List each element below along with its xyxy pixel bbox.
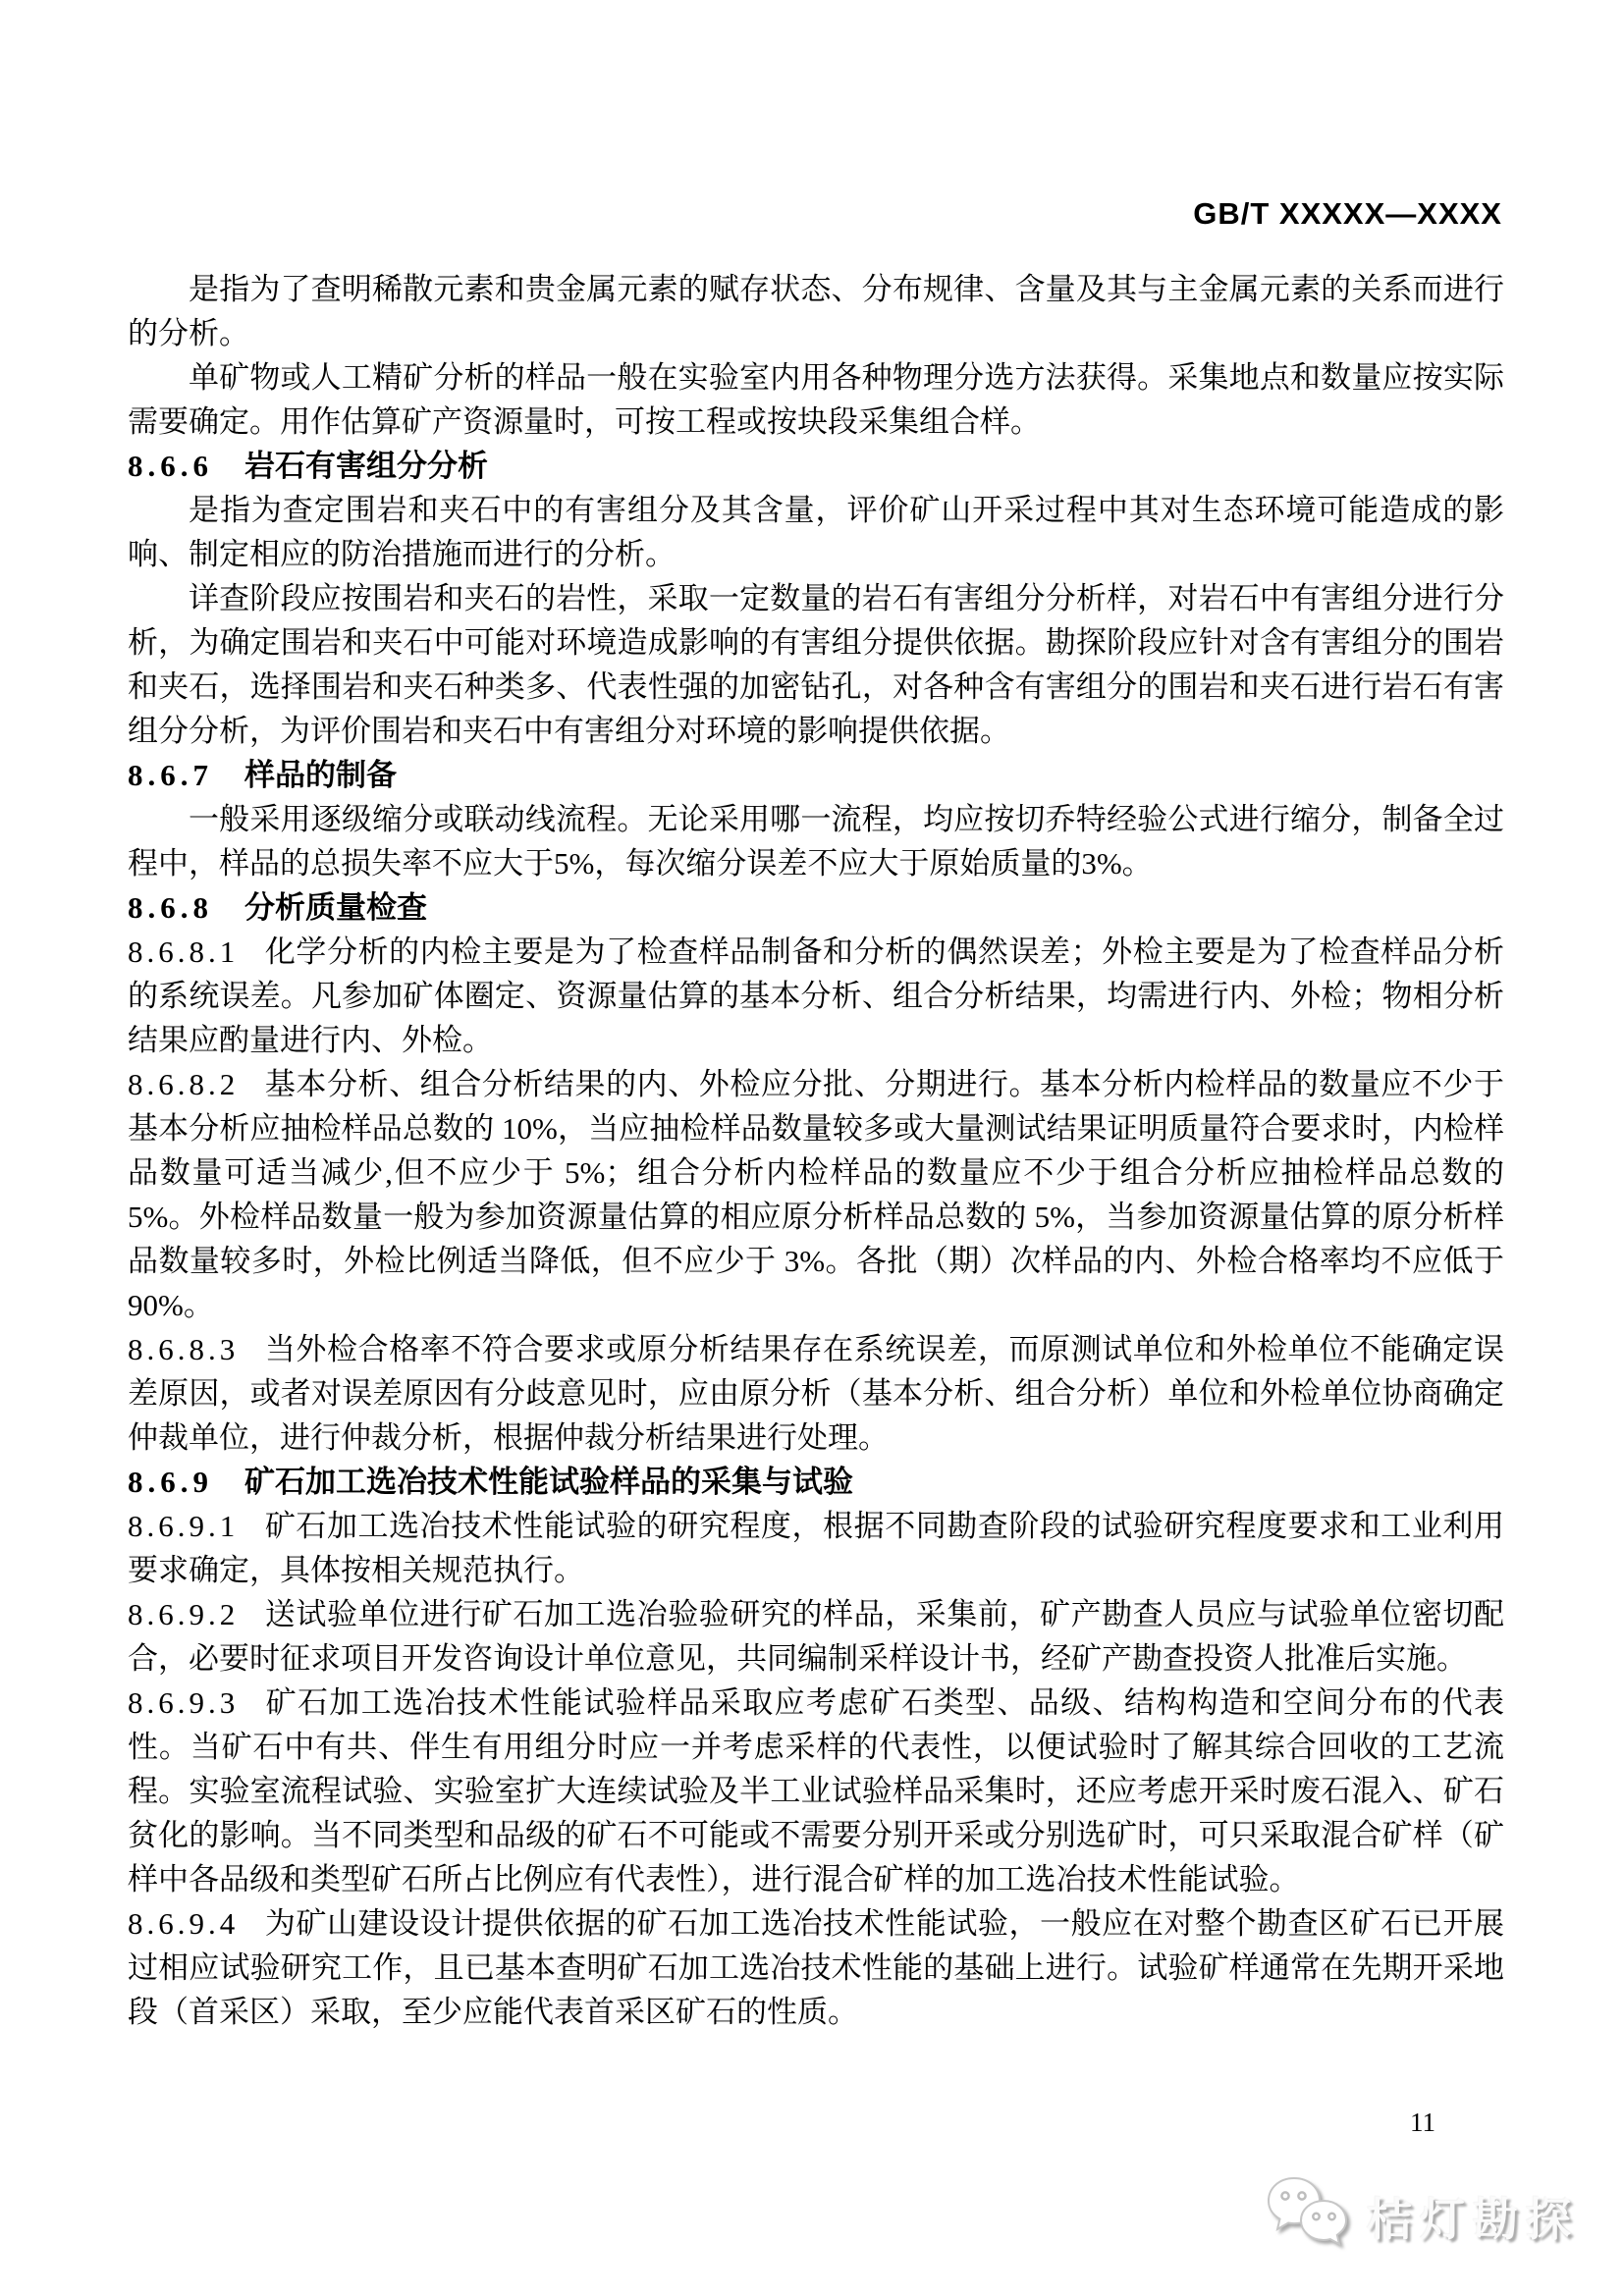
clause-number: 8.6.9.2	[128, 1597, 240, 1631]
section-number: 8.6.7	[128, 758, 213, 792]
section-number: 8.6.6	[128, 449, 213, 483]
page-number: 11	[1410, 2108, 1435, 2137]
paragraph: 一般采用逐级缩分或联动线流程。无论采用哪一流程，均应按切乔特经验公式进行缩分，制备全过程中，样品的总损失率不应大于5%，每次缩分误差不应大于原始质量的3%。	[128, 802, 1504, 881]
clause-number: 8.6.8.3	[128, 1332, 240, 1366]
clause-text: 化学分析的内检主要是为了检查样品制备和分析的偶然误差；外检主要是为了检查样品分析的系统误差。凡参加矿体圈定、资源量估算的基本分析、组合分析结果，均需进行内、外检；物相分析结果应酌量进行内、外检。	[128, 934, 1504, 1057]
section-heading-8-6-8	[128, 885, 1504, 930]
paragraph-intro-1: 是指为了查明稀散元素和贵金属元素的赋存状态、分布规律、含量及其与主金属元素的关系而进行的分析。	[128, 272, 1504, 350]
clause-number: 8.6.9.3	[128, 1685, 240, 1720]
paragraph: 是指为查定围岩和夹石中的有害组分及其含量，评价矿山开采过程中其对生态环境可能造成的影响、制定相应的防治措施而进行的分析。	[128, 493, 1504, 571]
clause-number: 8.6.8.1	[128, 934, 240, 969]
section-number: 8.6.9	[128, 1465, 213, 1499]
clause-text: 矿石加工选冶技术性能试验样品采取应考虑矿石类型、品级、结构构造和空间分布的代表性。当矿石中有共、伴生有用组分时应一并考虑采样的代表性，以便试验时了解其综合回收的工艺流程。实验室流程试验、实验室扩大连续试验及半工业试验样品采集时，还应考虑开采时废石混入、矿石贫化的影响。当不同类型和品级的矿石不可能或不需要分别开采或分别选矿时，可只采取混合矿样（矿样中各品级和类型矿石所占比例应有代表性），进行混合矿样的加工选冶技术性能试验。	[128, 1685, 1504, 1896]
clause-8-6-9-4	[128, 1901, 1504, 2034]
standard-code-header: GB/T XXXXX—XXXX	[1193, 196, 1502, 231]
clause-8-6-8-3	[128, 1327, 1504, 1460]
section-title: 样品的制备	[244, 758, 397, 792]
section-title: 分析质量检查	[244, 890, 427, 925]
paragraph: 详查阶段应按围岩和夹石的岩性，采取一定数量的岩石有害组分分析样，对岩石中有害组分进行分析，为确定围岩和夹石中可能对环境造成影响的有害组分提供依据。勘探阶段应针对含有害组分的围岩和夹石，选择围岩和夹石种类多、代表性强的加密钻孔，对各种含有害组分的围岩和夹石进行岩石有害组分分析，为评价围岩和夹石中有害组分对环境的影响提供依据。	[128, 581, 1504, 748]
clause-8-6-9-1	[128, 1504, 1504, 1592]
section-title: 岩石有害组分分析	[244, 449, 488, 483]
watermark-text: 桔灯勘探	[1367, 2193, 1579, 2245]
clause-8-6-8-2	[128, 1062, 1504, 1327]
clause-text: 基本分析、组合分析结果的内、外检应分批、分期进行。基本分析内检样品的数量应不少于基本分析应抽检样品总数的 10%，当应抽检样品数量较多或大量测试结果证明质量符合要求时，内检样品数量可适当减少,但不应少于 5%；组合分析内检样品的数量应不少于组合分析应抽检样品总数的 5%。外检样品数量一般为参加资源量估算的相应原分析样品总数的 5%，当参加资源量估算的原分析样品数量较多时，外检比例适当降低，但不应少于 3%。各批（期）次样品的内、外检合格率均不应低于 90%。	[128, 1067, 1504, 1322]
clause-8-6-8-1	[128, 930, 1504, 1062]
paragraph-intro-2: 单矿物或人工精矿分析的样品一般在实验室内用各种物理分选方法获得。采集地点和数量应按实际需要确定。用作估算矿产资源量时，可按工程或按块段采集组合样。	[128, 360, 1504, 439]
clause-text: 送试验单位进行矿石加工选冶验验研究的样品，采集前，矿产勘查人员应与试验单位密切配合，必要时征求项目开发咨询设计单位意见，共同编制采样设计书，经矿产勘查投资人批准后实施。	[128, 1597, 1504, 1676]
clause-number: 8.6.8.2	[128, 1067, 240, 1101]
watermark	[1265, 2175, 1579, 2257]
wechat-icon	[1265, 2175, 1351, 2257]
clause-text: 矿石加工选冶技术性能试验的研究程度，根据不同勘查阶段的试验研究程度要求和工业利用要求确定，具体按相关规范执行。	[128, 1509, 1504, 1587]
clause-number: 8.6.9.1	[128, 1509, 240, 1543]
section-number: 8.6.8	[128, 890, 213, 925]
section-title: 矿石加工选冶技术性能试验样品的采集与试验	[244, 1465, 853, 1499]
clause-8-6-9-3	[128, 1681, 1504, 1901]
clause-text: 当外检合格率不符合要求或原分析结果存在系统误差，而原测试单位和外检单位不能确定误差原因，或者对误差原因有分歧意见时，应由原分析（基本分析、组合分析）单位和外检单位协商确定仲裁单位，进行仲裁分析，根据仲裁分析结果进行处理。	[128, 1332, 1504, 1455]
clause-8-6-9-2	[128, 1592, 1504, 1681]
document-body	[0, 267, 1624, 2034]
section-heading-8-6-7	[128, 753, 1504, 797]
clause-number: 8.6.9.4	[128, 1906, 240, 1941]
section-heading-8-6-6	[128, 444, 1504, 488]
section-heading-8-6-9	[128, 1460, 1504, 1504]
clause-text: 为矿山建设设计提供依据的矿石加工选冶技术性能试验，一般应在对整个勘查区矿石已开展过相应试验研究工作，且已基本查明矿石加工选冶技术性能的基础上进行。试验矿样通常在先期开采地段（首采区）采取，至少应能代表首采区矿石的性质。	[128, 1906, 1504, 2029]
